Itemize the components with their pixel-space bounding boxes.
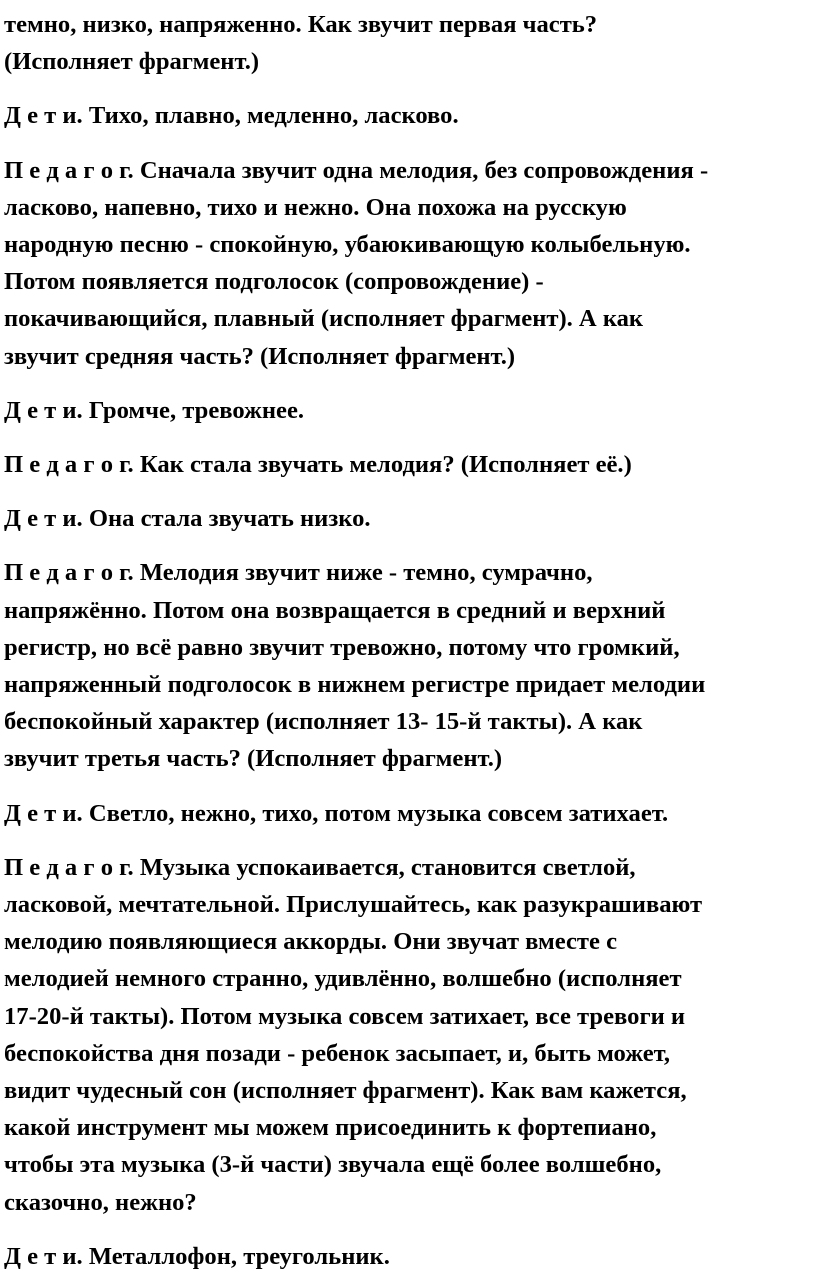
text-line: ласково, напевно, тихо и нежно. Она похожа на русскую — [4, 193, 627, 221]
paragraph-teacher-remark — [4, 152, 812, 375]
text-line: 17-20-й такты). Потом музыка совсем затихает, все тревоги и — [4, 1002, 686, 1030]
text-line: беспокойства дня позади - ребенок засыпает, и, быть может, — [4, 1039, 671, 1067]
paragraph-teacher-remark — [4, 446, 812, 483]
text-line: чтобы эта музыка (3-й части) звучала ещё более волшебно, — [4, 1151, 662, 1179]
text-line: (Исполняет фрагмент.) — [4, 48, 260, 76]
text-line: регистр, но всё равно звучит тревожно, потому что громкий, — [4, 633, 680, 661]
text-line: звучит третья часть? (Исполняет фрагмент.) — [4, 745, 503, 773]
text-line: мелодию появляющиеся аккорды. Они звучат вместе с — [4, 928, 617, 956]
text-line: звучит средняя часть? (Исполняет фрагмент.) — [4, 342, 516, 370]
text-line: П е д а г о г. Музыка успокаивается, становится светлой, — [4, 853, 636, 881]
text-line: П е д а г о г. Как стала звучать мелодия? (Исполняет её.) — [4, 451, 632, 479]
text-line: напряжённо. Потом она возвращается в средний и верхний — [4, 596, 666, 624]
text-line: ласковой, мечтательной. Прислушайтесь, как разукрашивают — [4, 891, 703, 919]
paragraph-teacher-remark — [4, 554, 812, 777]
text-line: народную песню - спокойную, убаюкивающую колыбельную. — [4, 231, 691, 259]
paragraph-children-reply — [4, 392, 812, 429]
text-line: мелодией немного странно, удивлённо, волшебно (исполняет — [4, 965, 682, 993]
text-line: П е д а г о г. Мелодия звучит ниже - темно, сумрачно, — [4, 559, 593, 587]
text-line: Потом появляется подголосок (сопровождение) - — [4, 268, 544, 296]
text-line: П е д а г о г. Сначала звучит одна мелодия, без сопровождения - — [4, 156, 709, 184]
text-line: Д е т и. Светло, нежно, тихо, потом музыка совсем затихает. — [4, 799, 669, 827]
paragraph-children-reply — [4, 1238, 812, 1275]
text-line: Д е т и. Тихо, плавно, медленно, ласково. — [4, 102, 459, 130]
paragraph-children-reply — [4, 795, 812, 832]
text-line: напряженный подголосок в нижнем регистре придает мелодии — [4, 671, 706, 699]
text-line: покачивающийся, плавный (исполняет фрагмент). А как — [4, 305, 644, 333]
paragraph-intro-question — [4, 6, 812, 80]
text-line: беспокойный характер (исполняет 13- 15-й такты). А как — [4, 708, 643, 736]
text-line: какой инструмент мы можем присоединить к фортепиано, — [4, 1114, 657, 1142]
paragraph-children-reply — [4, 500, 812, 537]
text-line: видит чудесный сон (исполняет фрагмент). Как вам кажется, — [4, 1077, 687, 1105]
text-line: темно, низко, напряженно. Как звучит первая часть? — [4, 11, 598, 38]
text-line: Д е т и. Громче, тревожнее. — [4, 396, 305, 424]
paragraph-teacher-remark — [4, 849, 812, 1221]
text-line: Д е т и. Металлофон, треугольник. — [4, 1242, 390, 1270]
text-line: сказочно, нежно? — [4, 1188, 197, 1216]
text-line: Д е т и. Она стала звучать низко. — [4, 505, 371, 533]
paragraph-children-reply — [4, 97, 812, 134]
